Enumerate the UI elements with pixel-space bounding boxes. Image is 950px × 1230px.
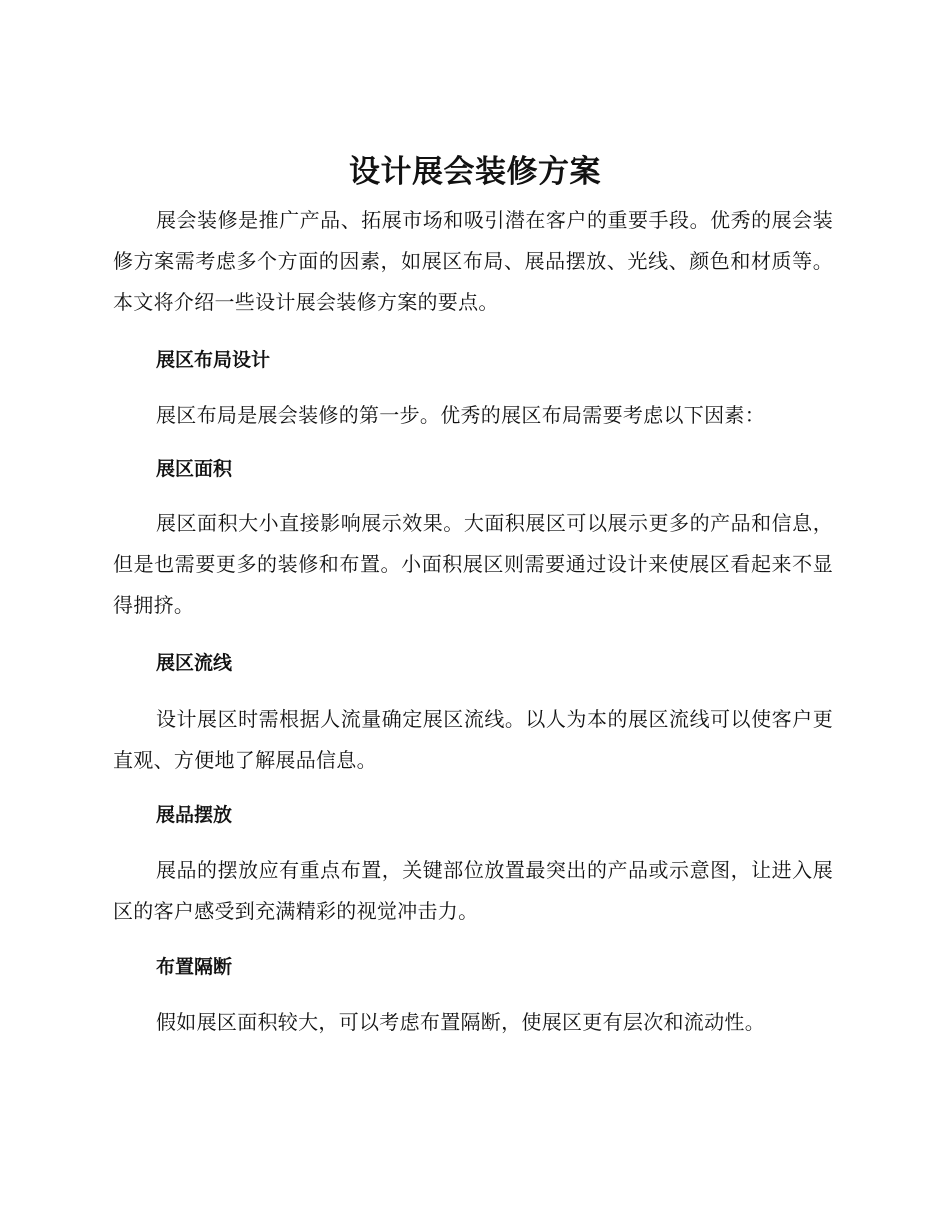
- section-body-area: 展区面积大小直接影响展示效果。大面积展区可以展示更多的产品和信息，但是也需要更多的装修和布置。小面积展区则需要通过设计来使展区看起来不显得拥挤。: [113, 511, 833, 617]
- intro-paragraph: 展会装修是推广产品、拓展市场和吸引潜在客户的重要手段。优秀的展会装修方案需考虑多个方面的因素，如展区布局、展品摆放、光线、颜色和材质等。本文将介绍一些设计展会装修方案的要点。: [113, 208, 833, 314]
- section-body-partition: 假如展区面积较大，可以考虑布置隔断，使展区更有层次和流动性。: [156, 1010, 765, 1034]
- section-heading-flow: 展区流线: [156, 652, 233, 674]
- document-title: 设计展会装修方案: [349, 154, 601, 190]
- section-heading-layout: 展区布局设计: [156, 349, 271, 371]
- section-heading-area: 展区面积: [156, 458, 233, 480]
- section-body-layout: 展区布局是展会装修的第一步。优秀的展区布局需要考虑以下因素：: [156, 403, 765, 427]
- section-heading-placement: 展品摆放: [156, 804, 233, 826]
- section-heading-partition: 布置隔断: [156, 956, 233, 978]
- section-body-flow: 设计展区时需根据人流量确定展区流线。以人为本的展区流线可以使客户更直观、方便地了解展品信息。: [113, 707, 833, 772]
- section-body-placement: 展品的摆放应有重点布置，关键部位放置最突出的产品或示意图，让进入展区的客户感受到充满精彩的视觉冲击力。: [113, 858, 833, 923]
